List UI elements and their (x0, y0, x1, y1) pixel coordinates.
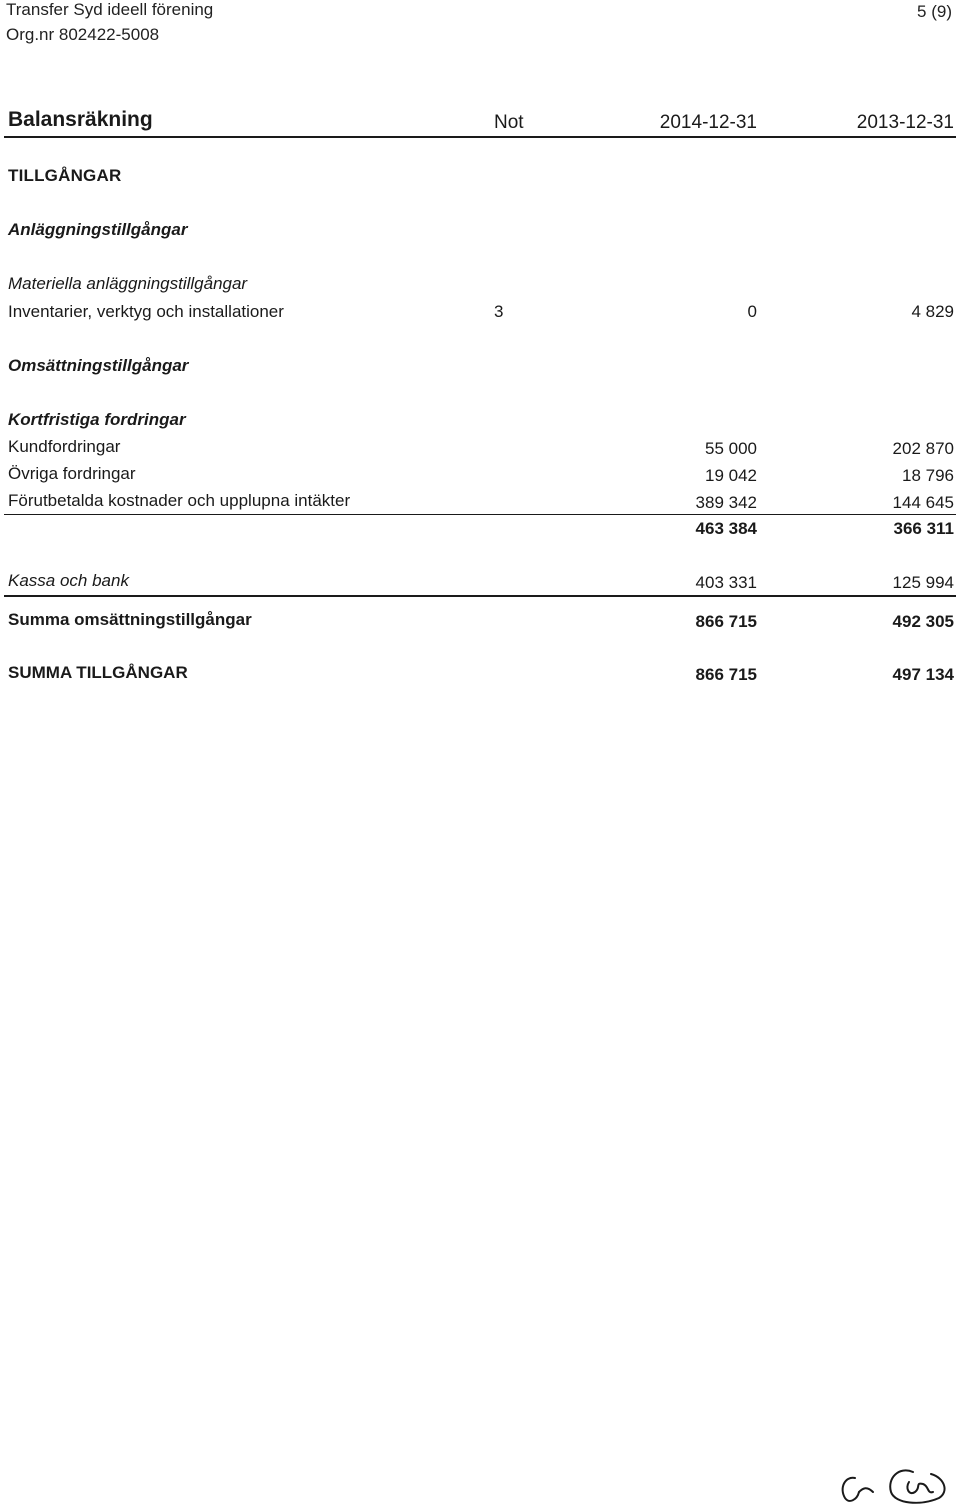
row-ovriga-label: Övriga fordringar (8, 464, 136, 483)
row-summa-omsattning-2014: 866 715 (695, 612, 757, 631)
row-kassa-2013: 125 994 (892, 573, 954, 592)
row-kundfordringar-2013: 202 870 (892, 439, 954, 458)
handwritten-initials-signature (835, 1462, 955, 1507)
column-header-2014: 2014-12-31 (659, 112, 757, 133)
row-kassa-label: Kassa och bank (8, 571, 129, 590)
subtotal-rule (4, 514, 956, 515)
row-inventarier-not: 3 (494, 302, 504, 321)
column-header-2013: 2013-12-31 (856, 112, 954, 133)
section-kortfristiga-fordringar: Kortfristiga fordringar (8, 410, 186, 429)
row-summa-omsattning-label: Summa omsättningstillgångar (8, 610, 252, 629)
row-inventarier-2013: 4 829 (911, 302, 954, 321)
row-subtotal-2014: 463 384 (695, 519, 757, 538)
row-summa-tillgangar-2014: 866 715 (695, 665, 757, 684)
row-kassa-2014: 403 331 (695, 573, 757, 592)
section-anlaggningstillgangar: Anläggningstillgångar (8, 220, 188, 239)
row-summa-tillgangar-label: SUMMA TILLGÅNGAR (8, 663, 188, 682)
balance-sheet-title: Balansräkning (8, 108, 153, 131)
row-inventarier-2014: 0 (747, 302, 757, 321)
header-rule (4, 136, 956, 138)
column-header-not: Not (494, 112, 524, 133)
row-ovriga-2014: 19 042 (705, 466, 757, 485)
row-forutbetalda-label: Förutbetalda kostnader och upplupna intäkter (8, 491, 351, 510)
row-summa-omsattning-2013: 492 305 (892, 612, 954, 631)
section-tillgangar: TILLGÅNGAR (8, 166, 122, 185)
row-inventarier-label: Inventarier, verktyg och installationer (8, 302, 284, 321)
organization-number: Org.nr 802422-5008 (6, 25, 160, 44)
section-omsattningstillgangar: Omsättningstillgångar (8, 356, 189, 375)
organization-name: Transfer Syd ideell förening (6, 0, 214, 19)
row-forutbetalda-2014: 389 342 (695, 493, 757, 512)
row-kundfordringar-2014: 55 000 (705, 439, 757, 458)
section-materiella: Materiella anläggningstillgångar (8, 274, 248, 293)
row-summa-tillgangar-2013: 497 134 (892, 665, 954, 684)
row-ovriga-2013: 18 796 (902, 466, 954, 485)
row-kundfordringar-label: Kundfordringar (8, 437, 121, 456)
row-subtotal-2013: 366 311 (893, 519, 954, 538)
page-number: 5 (9) (917, 2, 952, 21)
row-forutbetalda-2013: 144 645 (892, 493, 954, 512)
kassa-rule (4, 595, 956, 597)
